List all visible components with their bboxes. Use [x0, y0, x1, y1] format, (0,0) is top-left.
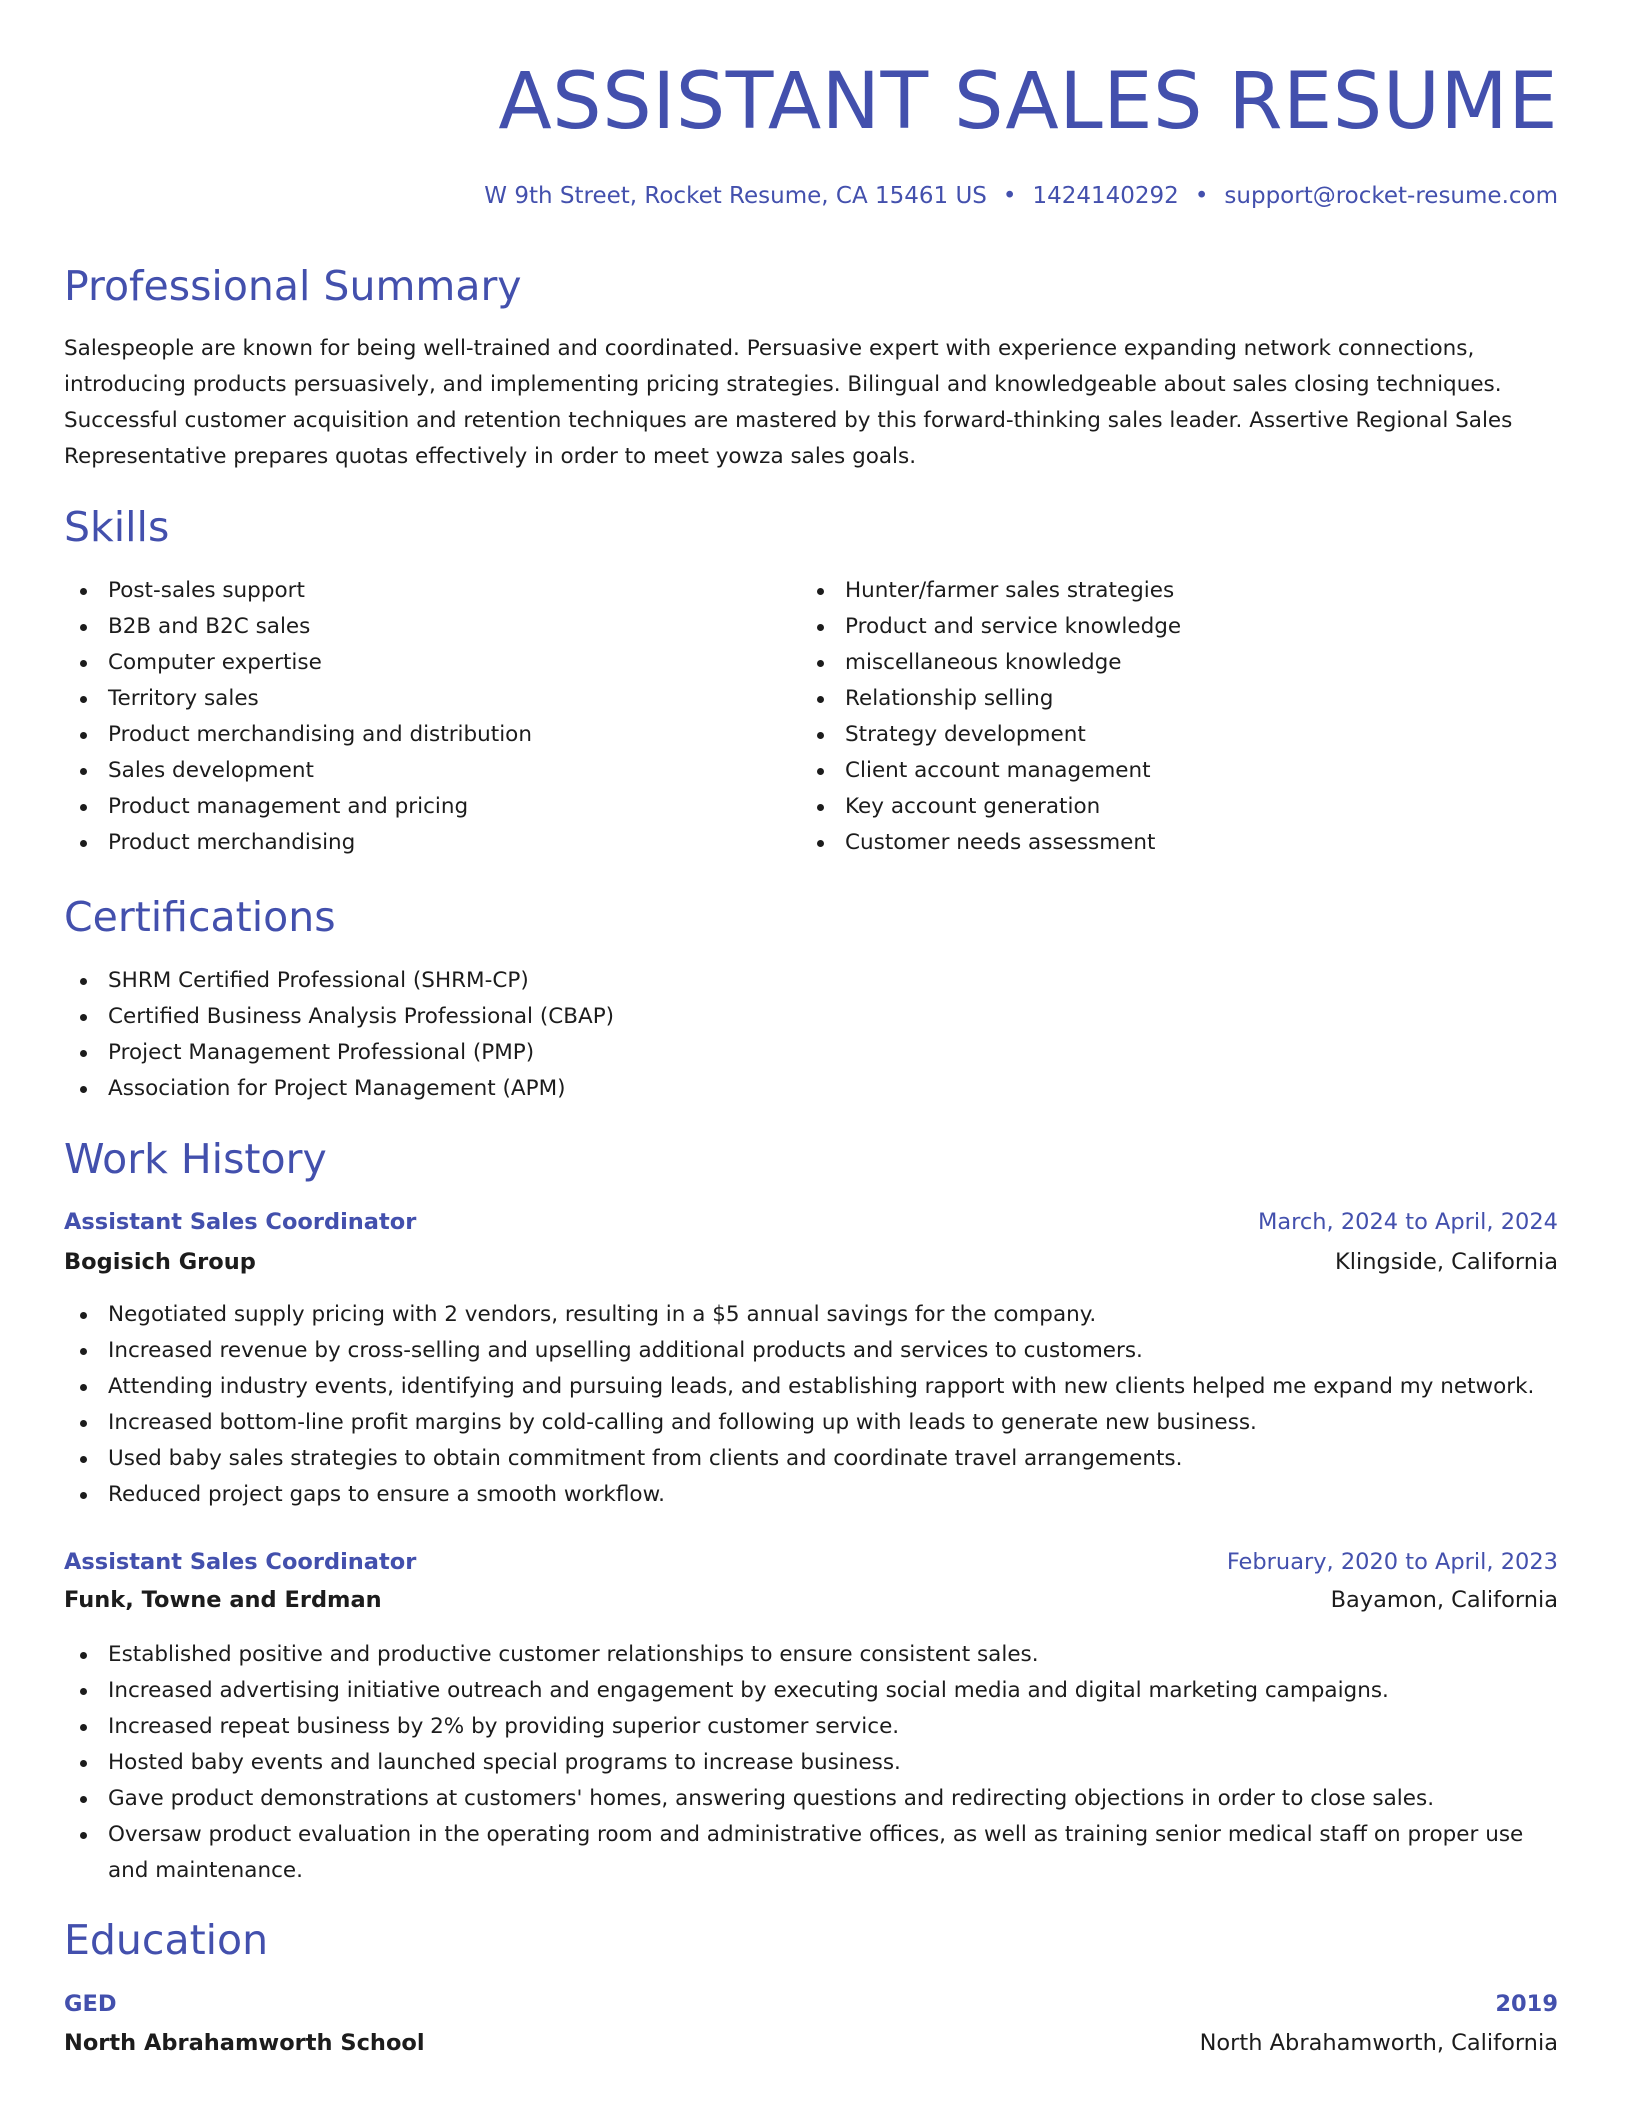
work-history-heading: Work History [64, 1135, 327, 1183]
contact-phone: 1424140292 [1032, 183, 1179, 209]
job-bullet: Established positive and productive customer relationships to ensure consistent sales. [64, 1637, 1558, 1673]
certification-item: Association for Project Management (APM) [64, 1071, 614, 1107]
contact-separator: • [1002, 183, 1017, 209]
job-bullet: Increased revenue by cross-selling and upselling additional products and services to customers. [64, 1333, 1534, 1369]
skill-item: Computer expertise [64, 645, 532, 681]
job-bullets [64, 1297, 1534, 1513]
skill-item: Product merchandising and distribution [64, 717, 532, 753]
job-title: Assistant Sales Coordinator [64, 1209, 417, 1235]
skill-item: Key account generation [801, 789, 1181, 825]
job-subheader [64, 1244, 1558, 1280]
skill-item: Product management and pricing [64, 789, 532, 825]
certification-item: SHRM Certified Professional (SHRM-CP) [64, 963, 614, 999]
job-dates: February, 2020 to April, 2023 [1226, 1549, 1558, 1575]
certifications-list [64, 963, 614, 1107]
education-school: North Abrahamworth School [64, 2030, 425, 2056]
job-bullet: Used baby sales strategies to obtain commitment from clients and coordinate travel arrangements. [64, 1441, 1534, 1477]
skill-item: Post-sales support [64, 573, 532, 609]
skill-item: Strategy development [801, 717, 1181, 753]
skill-item: miscellaneous knowledge [801, 645, 1181, 681]
job-bullet: Oversaw product evaluation in the operating room and administrative offices, as well as training senior medical staff on proper use and maintenance. [64, 1817, 1558, 1889]
job-subheader [64, 1582, 1558, 1618]
certifications-heading: Certifications [64, 893, 336, 941]
skill-item: Client account management [801, 753, 1181, 789]
job-bullet: Increased advertising initiative outreach and engagement by executing social media and digital marketing campaigns. [64, 1673, 1558, 1709]
job-company: Bogisich Group [64, 1249, 256, 1275]
resume-title: ASSISTANT SALES RESUME [498, 57, 1558, 147]
skills-list-right [801, 573, 1181, 861]
summary-text: Salespeople are known for being well-trained and coordinated. Persuasive expert with experience expanding network connections, introducing products persuasively, and implementing pricing strategies. Bilingual and knowledgeable about sales closing techniques. Successful customer acquisition and retention techniques are mastered by this forward-thinking sales leader. Assertive Regional Sales Representative prepares quotas effectively in order to meet yowza sales goals. [64, 336, 1513, 469]
certification-item: Certified Business Analysis Professional (CBAP) [64, 999, 614, 1035]
job-bullet: Increased repeat business by 2% by providing superior customer service. [64, 1709, 1558, 1745]
summary-heading: Professional Summary [64, 262, 522, 310]
skills-heading: Skills [64, 503, 170, 551]
skills-list-left [64, 573, 532, 861]
contact-line [484, 180, 1558, 212]
job-header [64, 1204, 1558, 1240]
job-bullet: Reduced project gaps to ensure a smooth workflow. [64, 1477, 1534, 1513]
job-bullet: Gave product demonstrations at customers' homes, answering questions and redirecting objections in order to close sales. [64, 1781, 1558, 1817]
resume-page [64, 0, 1558, 2112]
education-subheader [64, 2025, 1558, 2061]
skill-item: Sales development [64, 753, 532, 789]
education-location: North Abrahamworth, California [1199, 2030, 1558, 2056]
education-header [64, 1986, 1558, 2022]
job-bullet: Increased bottom-line profit margins by cold-calling and following up with leads to generate new business. [64, 1405, 1534, 1441]
skill-item: Territory sales [64, 681, 532, 717]
contact-separator: • [1194, 183, 1209, 209]
skill-item: Customer needs assessment [801, 825, 1181, 861]
skill-item: Relationship selling [801, 681, 1181, 717]
education-year: 2019 [1495, 1991, 1558, 2017]
job-header [64, 1544, 1558, 1580]
skill-item: Product merchandising [64, 825, 532, 861]
job-location: Bayamon, California [1330, 1587, 1558, 1613]
certification-item: Project Management Professional (PMP) [64, 1035, 614, 1071]
education-degree: GED [64, 1991, 117, 2017]
skill-item: B2B and B2C sales [64, 609, 532, 645]
contact-address: W 9th Street, Rocket Resume, CA 15461 US [484, 183, 987, 209]
job-title: Assistant Sales Coordinator [64, 1549, 417, 1575]
contact-email[interactable]: support@rocket-resume.com [1224, 183, 1558, 209]
job-company: Funk, Towne and Erdman [64, 1587, 382, 1613]
job-location: Klingside, California [1334, 1249, 1558, 1275]
skill-item: Hunter/farmer sales strategies [801, 573, 1181, 609]
job-bullets [64, 1637, 1558, 1889]
job-bullet: Attending industry events, identifying and pursuing leads, and establishing rapport with new clients helped me expand my network. [64, 1369, 1534, 1405]
job-bullet: Negotiated supply pricing with 2 vendors, resulting in a $5 annual savings for the company. [64, 1297, 1534, 1333]
job-bullet: Hosted baby events and launched special programs to increase business. [64, 1745, 1558, 1781]
education-heading: Education [64, 1916, 269, 1964]
job-dates: March, 2024 to April, 2024 [1257, 1209, 1558, 1235]
skill-item: Product and service knowledge [801, 609, 1181, 645]
